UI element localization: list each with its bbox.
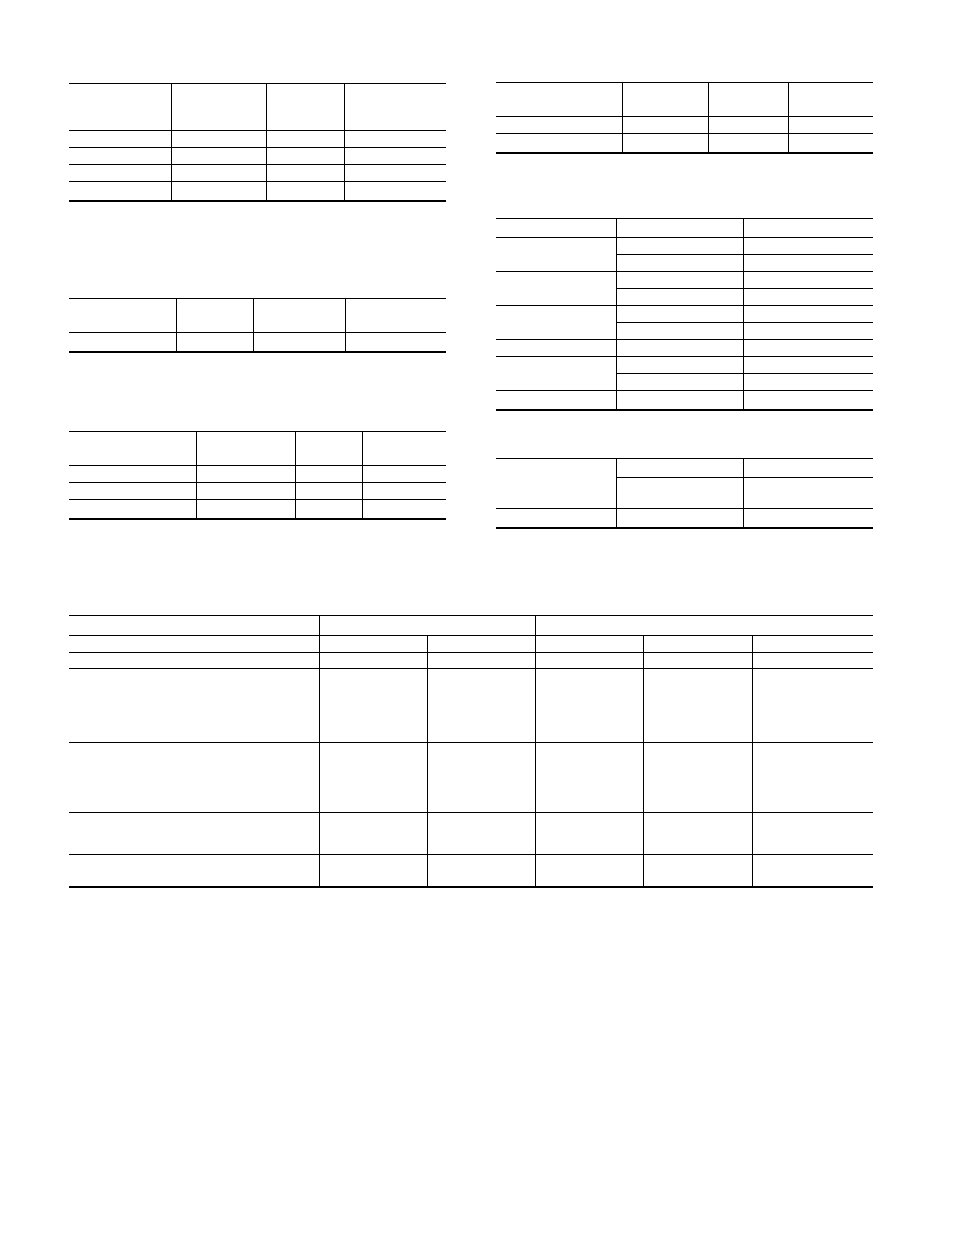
table-5 [496, 218, 873, 411]
table-cell [319, 636, 427, 653]
table-cell [171, 84, 266, 131]
table-cell [427, 653, 535, 669]
table-row [69, 813, 873, 855]
table-cell [496, 306, 616, 323]
table-row [496, 255, 873, 272]
table-cell [69, 84, 171, 131]
table-cell [362, 483, 446, 500]
table-cell [643, 855, 752, 887]
table-cell [69, 182, 171, 201]
table-cell [69, 148, 171, 165]
table-row [496, 459, 873, 478]
table-row [69, 743, 873, 813]
table-row [496, 509, 873, 528]
table-cell [496, 391, 616, 410]
table-cell [319, 669, 427, 743]
table-cell [622, 117, 708, 134]
table-cell [427, 669, 535, 743]
table-row [496, 272, 873, 289]
table-cell [752, 813, 873, 855]
table-row [69, 636, 873, 653]
table-cell [295, 466, 362, 483]
table-row [496, 391, 873, 410]
table-row [69, 466, 446, 483]
table-row [69, 669, 873, 743]
table-7 [69, 615, 873, 888]
table-cell [176, 333, 253, 352]
table-cell [622, 134, 708, 153]
table-2 [69, 298, 446, 353]
table-cell [743, 219, 873, 238]
table-cell [319, 616, 535, 636]
table-cell [752, 743, 873, 813]
table-cell [171, 131, 266, 148]
table-cell [196, 466, 295, 483]
table-cell [496, 509, 616, 528]
table-cell [344, 148, 446, 165]
table-cell [344, 165, 446, 182]
table-cell [743, 340, 873, 357]
table-cell [496, 134, 622, 153]
table-cell [69, 466, 196, 483]
table-row [496, 478, 873, 509]
table-cell [427, 743, 535, 813]
table-cell [743, 478, 873, 509]
table-cell [176, 299, 253, 333]
table-cell [69, 432, 196, 466]
table-cell [427, 855, 535, 887]
table-cell [743, 323, 873, 340]
table-cell [69, 813, 319, 855]
table-cell [171, 165, 266, 182]
table-cell [253, 333, 345, 352]
table-cell [616, 478, 743, 509]
table-cell [496, 340, 616, 357]
table-cell [616, 391, 743, 410]
table-cell [69, 653, 319, 669]
table-cell [69, 299, 176, 333]
table-cell [196, 483, 295, 500]
table-row [69, 432, 446, 466]
table-row [496, 219, 873, 238]
table-row [69, 84, 446, 131]
table-row [496, 289, 873, 306]
table-row [69, 165, 446, 182]
table-cell [743, 238, 873, 255]
table-cell [643, 743, 752, 813]
table-row [69, 855, 873, 887]
table-row [496, 238, 873, 255]
table-cell [535, 855, 643, 887]
table-row [496, 323, 873, 340]
table-cell [496, 83, 622, 117]
table-cell [616, 323, 743, 340]
table-cell [496, 478, 616, 509]
table-cell [788, 117, 873, 134]
table-cell [319, 743, 427, 813]
table-cell [69, 165, 171, 182]
table-cell [616, 459, 743, 478]
table-cell [319, 813, 427, 855]
table-cell [743, 391, 873, 410]
table-cell [535, 743, 643, 813]
table-cell [496, 117, 622, 134]
table-cell [616, 238, 743, 255]
table-cell [743, 459, 873, 478]
table-cell [427, 636, 535, 653]
table-cell [171, 182, 266, 201]
table-cell [616, 272, 743, 289]
table-cell [496, 357, 616, 374]
table-cell [616, 340, 743, 357]
table-row [496, 134, 873, 153]
table-4 [496, 82, 873, 154]
table-cell [752, 653, 873, 669]
table-cell [295, 483, 362, 500]
table-cell [622, 83, 708, 117]
table-1 [69, 83, 446, 202]
table-cell [266, 182, 344, 201]
table-cell [345, 299, 446, 333]
table-row [69, 483, 446, 500]
table-cell [295, 432, 362, 466]
table-cell [535, 636, 643, 653]
table-row [69, 500, 446, 519]
table-cell [253, 299, 345, 333]
table-cell [616, 306, 743, 323]
table-cell [643, 669, 752, 743]
table-cell [496, 374, 616, 391]
table-cell [743, 374, 873, 391]
table-cell [344, 131, 446, 148]
table-cell [69, 636, 319, 653]
table-cell [708, 117, 788, 134]
table-row [496, 117, 873, 134]
table-cell [362, 500, 446, 519]
table-cell [69, 483, 196, 500]
table-cell [362, 466, 446, 483]
table-cell [427, 813, 535, 855]
table-cell [69, 333, 176, 352]
table-cell [743, 255, 873, 272]
table-cell [535, 813, 643, 855]
table-cell [171, 148, 266, 165]
table-row [69, 333, 446, 352]
table-cell [69, 669, 319, 743]
table-row [496, 83, 873, 117]
table-cell [196, 500, 295, 519]
table-cell [496, 289, 616, 306]
table-cell [266, 148, 344, 165]
table-cell [266, 84, 344, 131]
table-cell [69, 855, 319, 887]
table-row [69, 131, 446, 148]
table-cell [616, 289, 743, 306]
table-row [69, 616, 873, 636]
table-cell [752, 636, 873, 653]
table-cell [196, 432, 295, 466]
table-cell [69, 500, 196, 519]
table-cell [496, 255, 616, 272]
table-6 [496, 458, 873, 529]
table-cell [69, 131, 171, 148]
table-cell [788, 83, 873, 117]
table-3 [69, 431, 446, 520]
table-cell [643, 636, 752, 653]
table-cell [496, 459, 616, 478]
table-row [496, 374, 873, 391]
table-cell [535, 616, 873, 636]
table-cell [535, 653, 643, 669]
table-cell [708, 134, 788, 153]
table-row [496, 340, 873, 357]
table-cell [743, 289, 873, 306]
table-cell [344, 182, 446, 201]
table-cell [345, 333, 446, 352]
table-cell [708, 83, 788, 117]
table-row [496, 357, 873, 374]
table-cell [69, 616, 319, 636]
table-cell [319, 855, 427, 887]
table-cell [743, 509, 873, 528]
table-cell [643, 653, 752, 669]
table-row [69, 299, 446, 333]
table-cell [319, 653, 427, 669]
table-cell [616, 374, 743, 391]
table-cell [752, 669, 873, 743]
table-cell [344, 84, 446, 131]
table-cell [295, 500, 362, 519]
table-row [69, 182, 446, 201]
table-cell [496, 323, 616, 340]
table-cell [616, 357, 743, 374]
table-cell [496, 219, 616, 238]
table-row [69, 148, 446, 165]
table-cell [616, 255, 743, 272]
table-cell [752, 855, 873, 887]
table-cell [743, 306, 873, 323]
table-cell [69, 743, 319, 813]
table-cell [535, 669, 643, 743]
table-cell [616, 509, 743, 528]
table-cell [743, 272, 873, 289]
table-cell [616, 219, 743, 238]
table-cell [266, 131, 344, 148]
table-cell [743, 357, 873, 374]
table-cell [643, 813, 752, 855]
table-cell [266, 165, 344, 182]
table-cell [496, 238, 616, 255]
table-row [69, 653, 873, 669]
table-cell [788, 134, 873, 153]
table-cell [496, 272, 616, 289]
table-row [496, 306, 873, 323]
table-cell [362, 432, 446, 466]
